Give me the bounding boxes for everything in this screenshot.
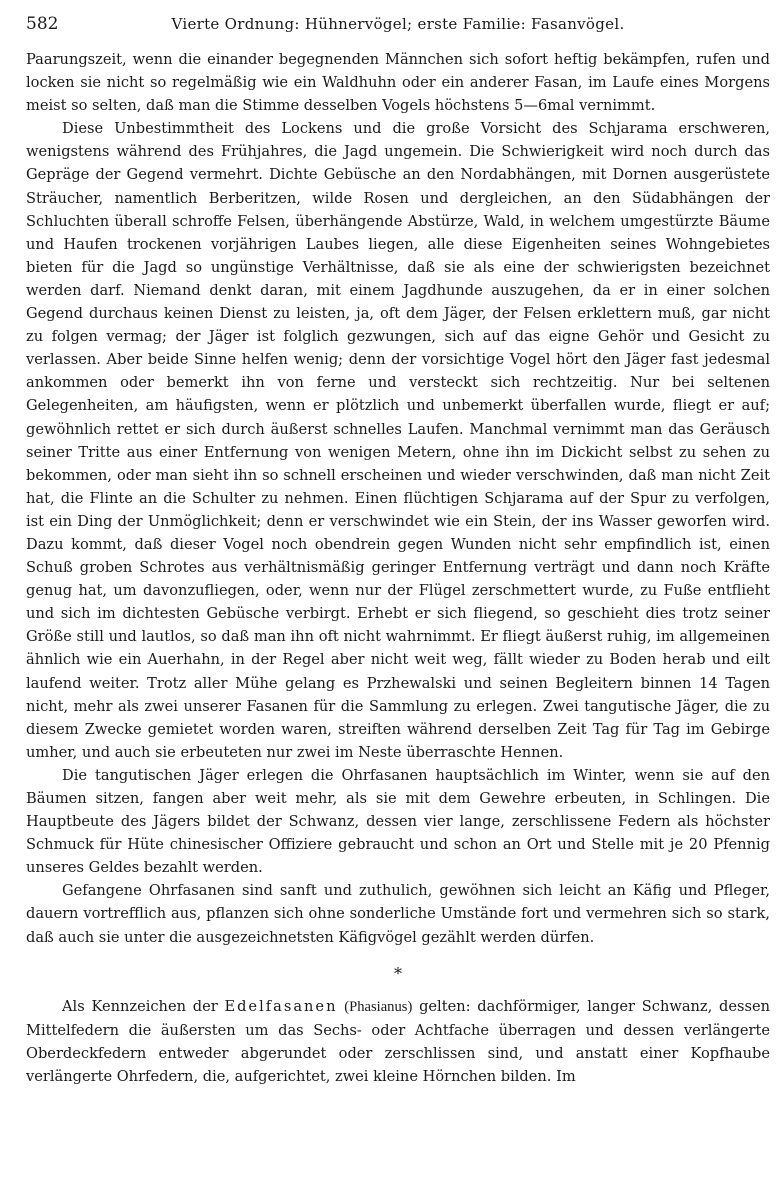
- page-header: [26, 14, 770, 44]
- final-lead: Als Kennzeichen der: [62, 997, 218, 1015]
- final-rest: gelten: dachförmiger, langer Schwanz, dessen Mittelfedern die äußersten um das Sechs- oder Achtfache überragen und dessen verlängerte Oberdeckfedern entweder abgerundet oder zerschlissen sind, und anstatt einer Kopfhaube verlängerte Ohrfedern, die, aufgerichtet, zwei kleine Hörnchen bilden. Im: [26, 997, 770, 1085]
- latin-name: (Phasianus): [344, 998, 413, 1015]
- term-edelfasanen: Edelfasanen: [224, 997, 338, 1015]
- paragraph-edelfasanen: [26, 995, 770, 1088]
- section-separator: *: [394, 963, 402, 983]
- paragraph-4: Gefangene Ohrfasanen sind sanft und zuthulich, gewöhnen sich leicht an Käfig und Pfleger, dauern vortrefflich aus, pflanzen sich ohne sonderliche Umstände fort und vermehren sich so stark, daß auch sie unter die ausgezeichnetsten Käfigvögel gezählt werden dürfen.: [26, 882, 770, 946]
- book-page: [26, 14, 770, 1190]
- main-text: [26, 48, 770, 949]
- page-number: 582: [26, 14, 59, 34]
- running-head: Vierte Ordnung: Hühnervögel; erste Familie: Fasanvögel.: [171, 15, 625, 33]
- paragraph-1: Paarungszeit, wenn die einander begegnenden Männchen sich sofort heftig bekämpfen, rufen und locken sie nicht so regelmäßig wie ein Waldhuhn oder ein anderer Fasan, im Laufe eines Morgens meist so selten, daß man die Stimme desselben Vogels höchstens 5—6mal vernimmt.: [26, 51, 770, 115]
- paragraph-3: Die tangutischen Jäger erlegen die Ohrfasanen hauptsächlich im Winter, wenn sie auf den Bäumen sitzen, fangen aber weit mehr, als sie mit dem Gewehre erbeuten, in Schlingen. Die Hauptbeute des Jägers bildet der Schwanz, dessen vier lange, zerschlissene Federn als höchster Schmuck für Hüte chinesischer Offiziere gebraucht und schon an Ort und Stelle mit je 20 Pfennig unseres Geldes bezahlt werden.: [26, 766, 770, 877]
- paragraph-2: Diese Unbestimmtheit des Lockens und die große Vorsicht des Schjarama erschweren, wenigstens während des Frühjahres, die Jagd ungemein. Die Schwierigkeit wird noch durch das Gepräge der Gegend vermehrt. Dichte Gebüsche an den Nordabhängen, mit Dornen ausgerüstete Sträucher, namentlich Berberitzen, wilde Rosen und dergleichen, an den Südabhängen der Schluchten überall schroffe Felsen, überhängende Abstürze, Wald, in welchem umgestürzte Bäume und Haufen trockenen vorjährigen Laubes liegen, alle diese Eigenheiten seines Wohngebietes bieten für die Jagd so ungünstige Verhältnisse, daß sie als eine der schwierigsten bezeichnet werden darf. Niemand denkt daran, mit einem Jagdhunde auszugehen, da er in einer solchen Gegend durchaus keinen Dienst zu leisten, ja, oft dem Jäger, der Felsen erklettern muß, gar nicht zu folgen vermag; der Jäger ist folglich gezwungen, sich auf das eigne Gehör und Gesicht zu verlassen. Aber beide Sinne helfen wenig; denn der vorsichtige Vogel hört den Jäger fast jedesmal ankommen oder bemerkt ihn von ferne und versteckt sich rechtzeitig. Nur bei seltenen Gelegenheiten, am häufigsten, wenn er plötzlich und unbemerkt überfallen wurde, fliegt er auf; gewöhnlich rettet er sich durch äußerst schnelles Laufen. Manchmal vernimmt man das Geräusch seiner Tritte aus einer Entfernung von wenigen Metern, ohne ihn im Dickicht selbst zu sehen zu bekommen, oder man sieht ihn so schnell erscheinen und wieder verschwinden, daß man nicht Zeit hat, die Flinte an die Schulter zu nehmen. Einen flüchtigen Schjarama auf der Spur zu verfolgen, ist ein Ding der Unmöglichkeit; denn er verschwindet wie ein Stein, der ins Wasser geworfen wird. Dazu kommt, daß dieser Vogel noch obendrein gegen Wunden nicht sehr empfindlich ist, einen Schuß groben Schrotes aus verhältnismäßig geringer Entfernung verträgt und dann noch Kräfte genug hat, um davonzufliegen, oder, wenn nur der Flügel zerschmettert wurde, zu Fuße entflieht und sich im dichtesten Gebüsche verbirgt. Erhebt er sich fliegend, so geschieht dies trotz seiner Größe still und lautlos, so daß man ihn oft nicht wahrnimmt. Er fliegt äußerst ruhig, im allgemeinen ähnlich wie ein Auerhahn, in der Regel aber nicht weit weg, fällt wieder zu Boden herab und eilt laufend weiter. Trotz aller Mühe gelang es Przhewalski und seinen Begleitern binnen 14 Tagen nicht, mehr als zwei unserer Fasanen für die Sammlung zu erlegen. Zwei tangutische Jäger, die zu diesem Zwecke gemietet worden waren, streiften während derselben Zeit Tag für Tag im Gebirge umher, und auch sie erbeuteten nur zwei im Neste überraschte Hennen.: [26, 120, 770, 761]
